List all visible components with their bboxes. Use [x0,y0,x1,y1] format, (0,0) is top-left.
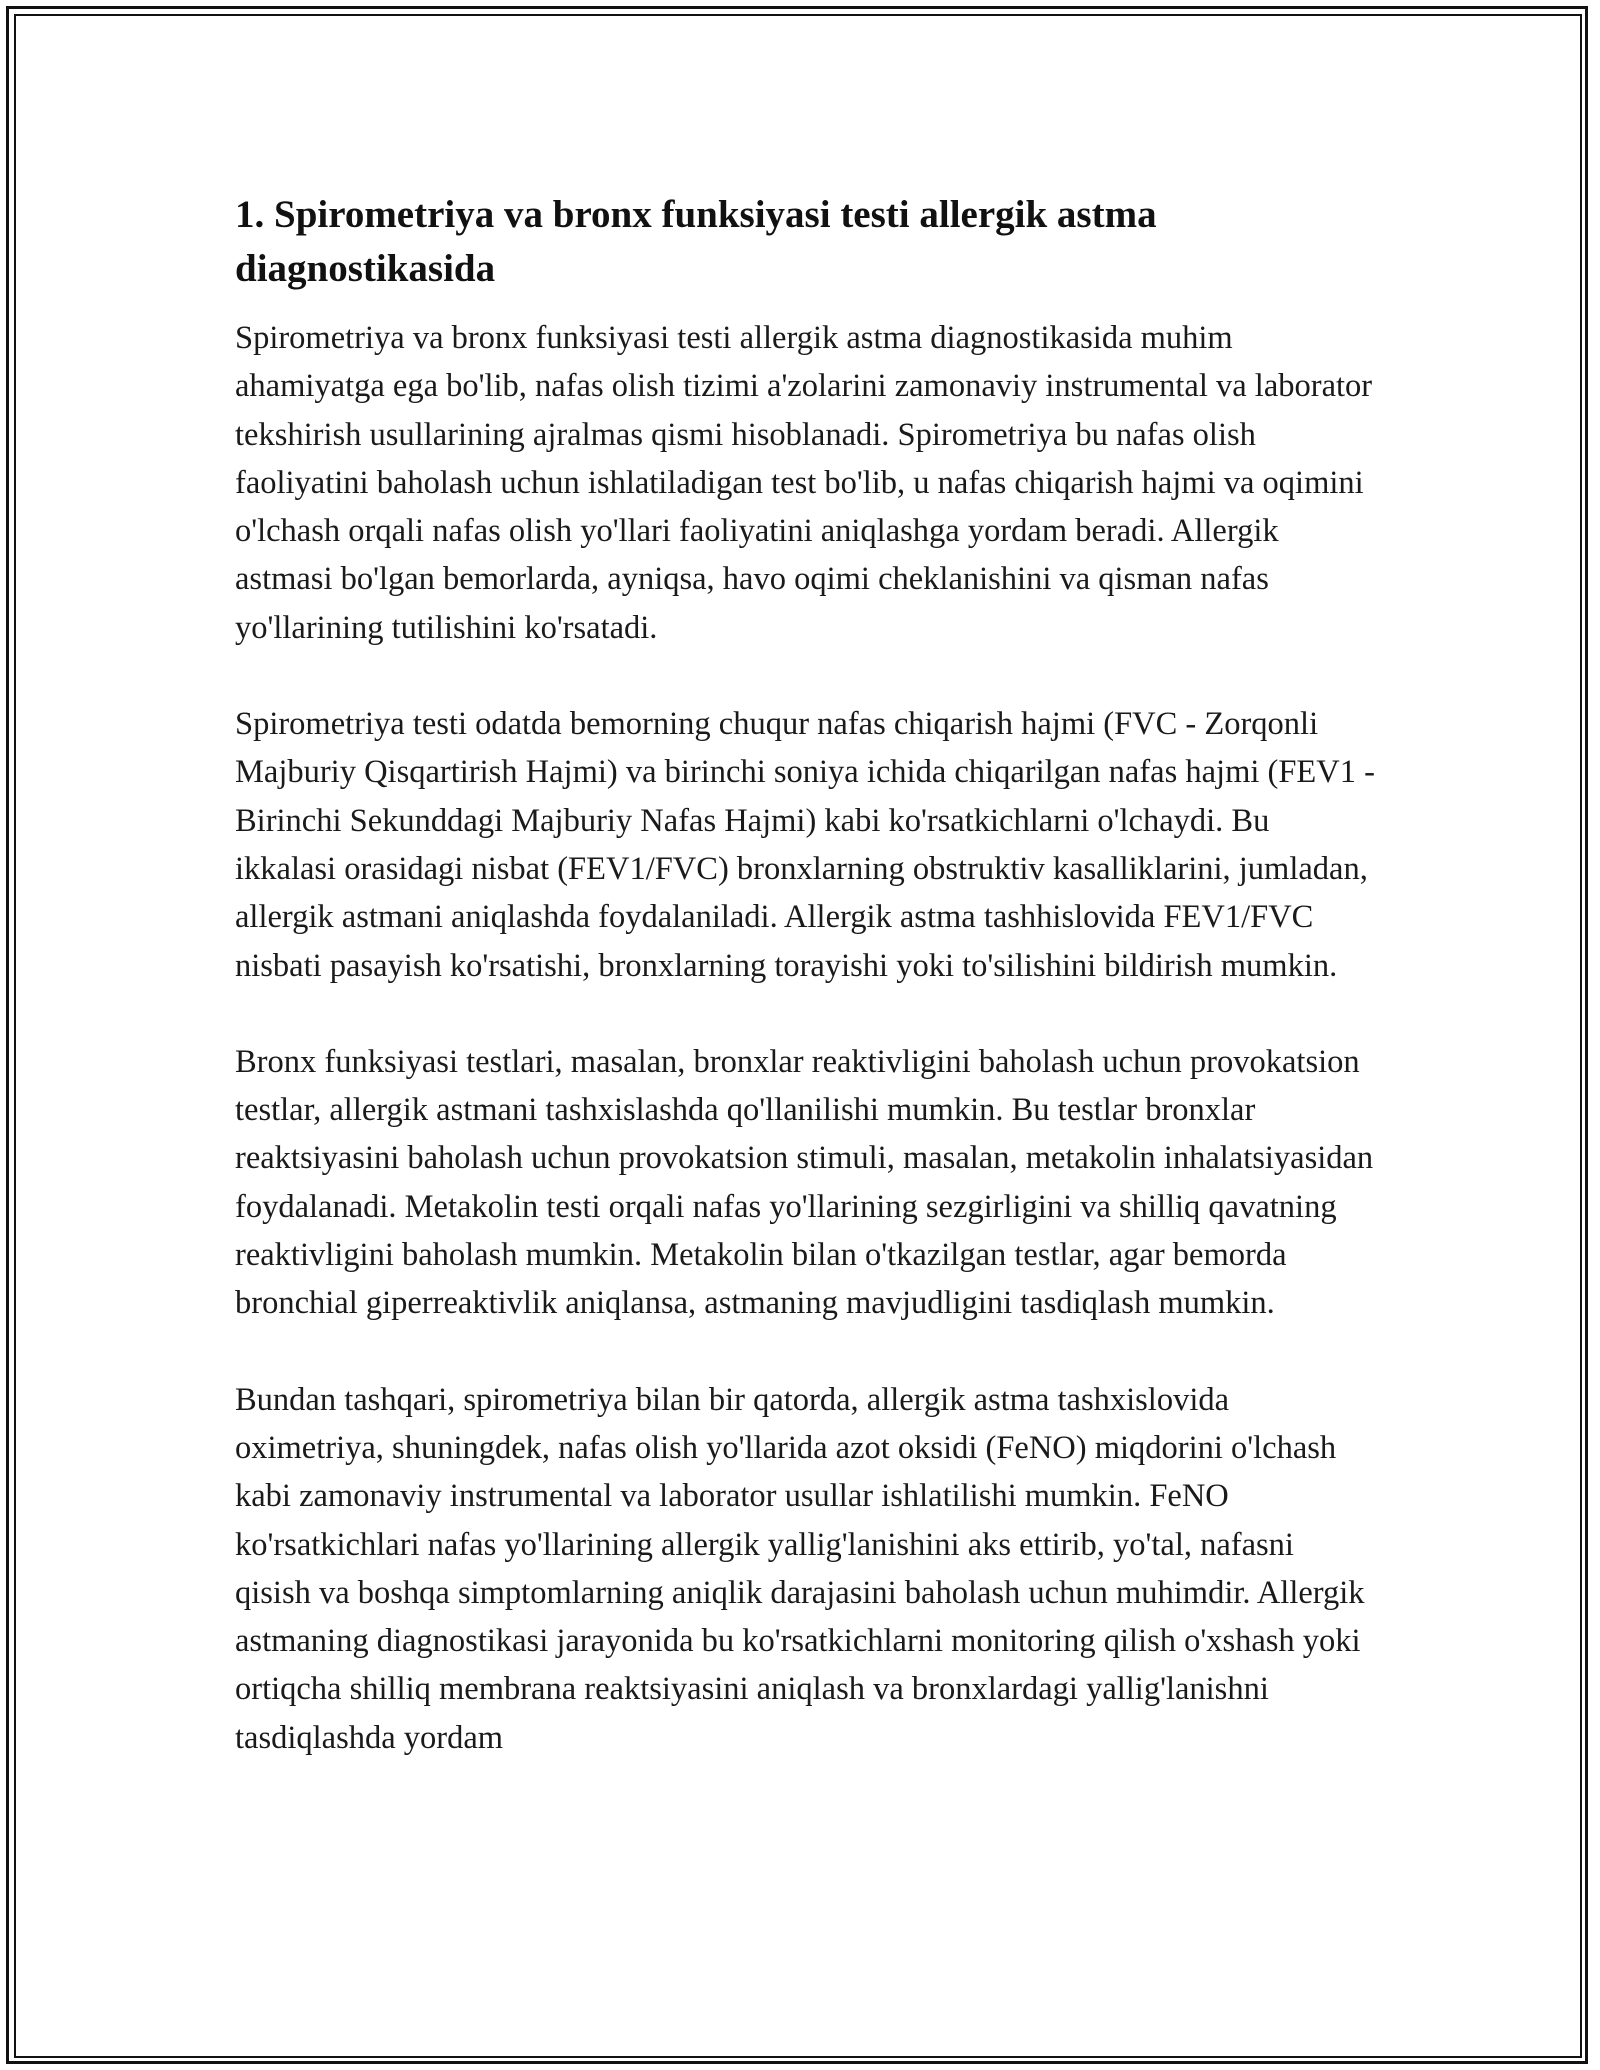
section-heading: 1. Spirometriya va bronx funksiyasi testi allergik astma diagnostikasida [235,193,1157,290]
document-body [235,188,1375,1762]
paragraph-feno: Bundan tashqari, spirometriya bilan bir qatorda, allergik astma tashxislovida oximetriya, shuningdek, nafas olish yo'llarida azot oksidi (FeNO) miqdorini o'lchash kabi zamonaviy instrumental va laborator usullar ishlatilishi mumkin. FeNO ko'rsatkichlari nafas yo'llarining allergik yallig'lanishini aks ettirib, yo'tal, nafasni qisish va boshqa simptomlarning aniqlik darajasini baholash uchun muhimdir. Allergik astmaning diagnostikasi jarayonida bu ko'rsatkichlarni monitoring qilish o'xshash yoki ortiqcha shilliq membrana reaktsiyasini aniqlash va bronxlardagi yallig'lanishni tasdiqlashda yordam [235,1381,1365,1756]
paragraph-bronchial-provocation: Bronx funksiyasi testlari, masalan, bronxlar reaktivligini baholash uchun provokatsion testlar, allergik astmani tashxislashda qo'llanilishi mumkin. Bu testlar bronxlar reaktsiyasini baholash uchun provokatsion stimuli, masalan, metakolin inhalatsiyasidan foydalanadi. Metakolin testi orqali nafas yo'llarining sezgirligini va shilliq qavatning reaktivligini baholash mumkin. Metakolin bilan o'tkazilgan testlar, agar bemorda bronchial giperreaktivlik aniqlansa, astmaning mavjudligini tasdiqlash mumkin. [235,1043,1374,1322]
paragraph-fev1-fvc: Spirometriya testi odatda bemorning chuqur nafas chiqarish hajmi (FVC - Zorqonli Majburiy Qisqartirish Hajmi) va birinchi soniya ichida chiqarilgan nafas hajmi (FEV1 - Birinchi Sekunddagi Majburiy Nafas Hajmi) kabi ko'rsatkichlarni o'lchaydi. Bu ikkalasi orasidagi nisbat (FEV1/FVC) bronxlarning obstruktiv kasalliklarini, jumladan, allergik astmani aniqlashda foydalaniladi. Allergik astma tashhislovida FEV1/FVC nisbati pasayish ko'rsatishi, bronxlarning torayishi yoki to'silishini bildirish mumkin. [235,706,1375,984]
paragraph-spirometry-intro: Spirometriya va bronx funksiyasi testi allergik astma diagnostikasida muhim ahamiyatga ega bo'lib, nafas olish tizimi a'zolarini zamonaviy instrumental va laborator tekshirish usullarining ajralmas qismi hisoblanadi. Spirometriya bu nafas olish faoliyatini baholash uchun ishlatiladigan test bo'lib, u nafas chiqarish hajmi va oqimini o'lchash orqali nafas olish yo'llari faoliyatini aniqlashga yordam beradi. Allergik astmasi bo'lgan bemorlarda, ayniqsa, havo oqimi cheklanishini va qisman nafas yo'llarining tutilishini ko'rsatadi. [235,320,1373,646]
